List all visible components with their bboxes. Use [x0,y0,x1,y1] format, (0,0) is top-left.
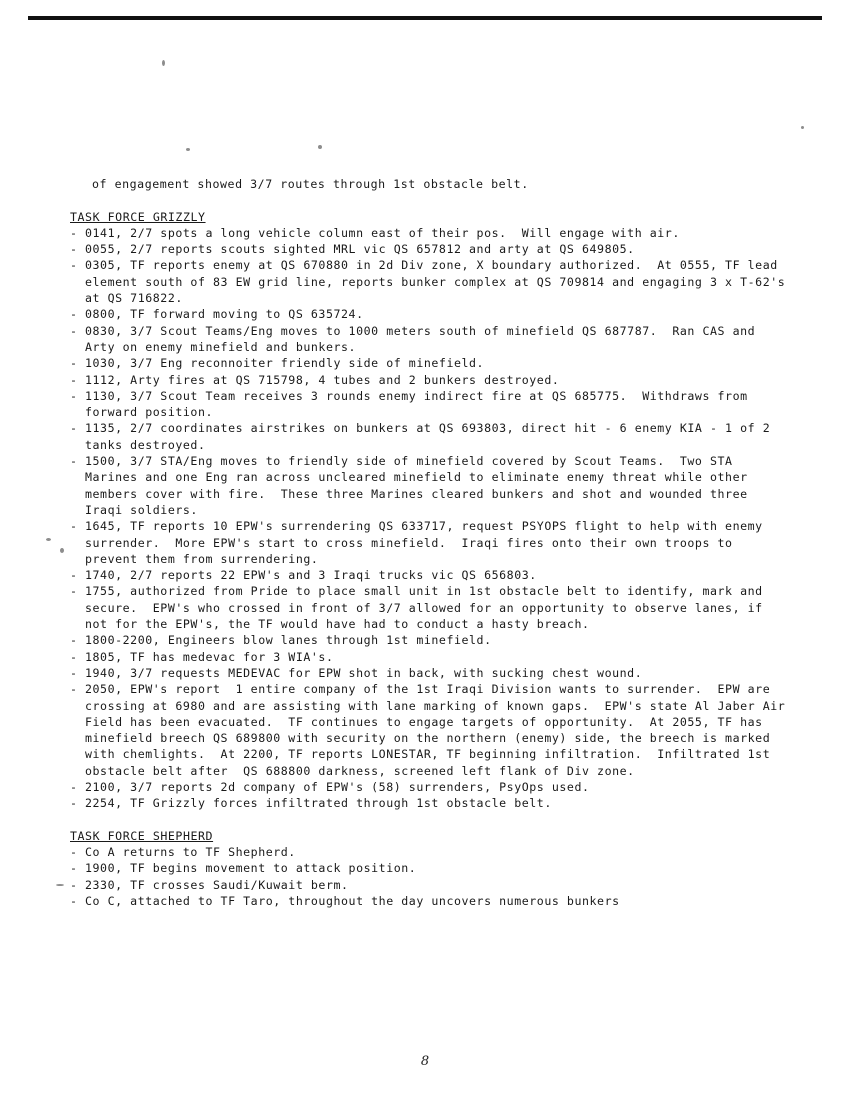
list-item [70,518,790,567]
page-top-rule [28,16,822,20]
list-item-text: 1740, 2/7 reports 22 EPW's and 3 Iraqi trucks vic QS 656803. [85,568,537,583]
section-heading: TASK FORCE SHEPHERD [70,828,214,843]
list-item [70,453,790,518]
list-item [70,306,790,322]
list-item [70,649,790,665]
list-item-text: 1900, TF begins movement to attack position. [85,861,417,876]
list-item [70,420,790,453]
list-item-text: 1755, authorized from Pride to place small unit in 1st obstacle belt to identify, mark and secure. EPW's who crossed in front of 3/7 allowed for an opportunity to observe lanes, if not for the EPW's, the TF would have had to conduct a hasty breach. [85,584,771,632]
list-item [70,567,790,583]
bullet-marker: - [70,225,78,240]
bullet-marker: - [70,323,78,338]
bullet-marker: - [70,861,78,876]
section-heading: TASK FORCE GRIZZLY [70,209,206,224]
bullet-marker: - [70,372,78,387]
bullet-marker: - [70,649,78,664]
bullet-marker: - [70,242,78,257]
scan-artifact-speck [46,538,51,541]
list-item-text: 1800-2200, Engineers blow lanes through 1st minefield. [85,633,492,648]
bullet-marker: - [70,633,78,648]
list-item-text: 0055, 2/7 reports scouts sighted MRL vic QS 657812 and arty at QS 649805. [85,242,635,257]
scan-artifact-speck [801,126,804,129]
list-item-text: 2330, TF crosses Saudi/Kuwait berm. [85,877,349,892]
list-item [70,323,790,356]
scan-artifact-speck [56,884,64,886]
bullet-marker: - [70,877,78,892]
list-item-text: 1130, 3/7 Scout Team receives 3 rounds enemy indirect fire at QS 685775. Withdraws from forward position. [85,388,756,420]
list-item [70,665,790,681]
list-item [70,257,793,306]
section-task-force-grizzly [70,209,793,812]
section-task-force-shepherd [70,828,790,909]
bullet-marker: - [70,568,78,583]
bullet-marker: - [70,779,78,794]
bullet-marker: - [70,519,78,534]
list-item-text: 1030, 3/7 Eng reconnoiter friendly side of minefield. [85,356,485,371]
list-item [70,632,790,648]
list-item-text: 2050, EPW's report 1 entire company of the 1st Iraqi Division wants to surrender. EPW are crossing at 6980 and are assisting with lane marking of known gaps. EPW's state Al Jaber Air Field has been evacuated. TF continues to engage targets of opportunity. At 2055, TF has minefield breech QS 689800 with security on the northern (enemy) side, the breech is marked with chemlights. At 2200, TF reports LONESTAR, TF beginning infiltration. Infiltrated 1st obstacle belt after QS 688800 darkness, screened left flank of Div zone. [85,682,793,778]
list-item-text: 1940, 3/7 requests MEDEVAC for EPW shot in back, with sucking chest wound. [85,665,643,680]
spacer [70,812,790,828]
list-item-text: 0305, TF reports enemy at QS 670880 in 2d Div zone, X boundary authorized. At 0555, TF lead element south of 83 EW grid line, reports bunker complex at QS 709814 and engaging 3 x T-62's at QS 716822. [85,258,793,306]
scan-artifact-speck [60,548,64,553]
list-item-text: Co C, attached to TF Taro, throughout the day uncovers numerous bunkers [85,894,620,909]
list-item-text: 1500, 3/7 STA/Eng moves to friendly side of minefield covered by Scout Teams. Two STA Marines and one Eng ran across uncleared minefield to eliminate enemy threat while other members cover with fire. These three Marines cleared bunkers and shot and wounded three Iraqi soldiers. [85,454,756,517]
scan-artifact-speck [318,145,322,149]
bullet-marker: - [70,388,78,403]
document-body [70,176,793,909]
list-item-text: 1645, TF reports 10 EPW's surrendering QS 633717, request PSYOPS flight to help with enemy surrender. More EPW's start to cross minefield. Iraqi fires onto their own troops to prevent them from surrendering. [85,519,771,566]
list-item-text: 0800, TF forward moving to QS 635724. [85,307,364,322]
scan-artifact-speck [162,60,165,66]
bullet-marker: - [70,682,78,697]
bullet-marker: - [70,845,78,860]
list-item-text: 1112, Arty fires at QS 715798, 4 tubes and 2 bunkers destroyed. [85,372,560,387]
list-item [70,877,790,893]
section-heading-wrapper [70,209,790,225]
list-item-text: 0141, 2/7 spots a long vehicle column east of their pos. Will engage with air. [85,225,680,240]
list-item [70,860,790,876]
page-number: 8 [420,1054,430,1069]
list-item [70,681,793,779]
bullet-marker: - [70,454,78,469]
bullet-marker: - [70,796,78,811]
bullet-marker: - [70,894,78,909]
list-item [70,225,790,241]
list-item-text: Co A returns to TF Shepherd. [85,845,296,860]
list-item-text: 0830, 3/7 Scout Teams/Eng moves to 1000 meters south of minefield QS 687787. Ran CAS and Arty on enemy minefield and bunkers. [85,323,763,354]
bullet-marker: - [70,258,78,273]
bullet-marker: - [70,421,78,436]
list-item [70,583,790,632]
list-item [70,844,790,860]
spacer [70,192,790,208]
list-item-text: 1135, 2/7 coordinates airstrikes on bunkers at QS 693803, direct hit - 6 enemy KIA - 1 of 2 tanks destroyed. [85,421,778,452]
bullet-marker: - [70,356,78,371]
list-item [70,372,790,388]
list-item-text: 2254, TF Grizzly forces infiltrated through 1st obstacle belt. [85,796,552,811]
list-item-text: 2100, 3/7 reports 2d company of EPW's (58) surrenders, PsyOps used. [85,779,590,794]
bullet-marker: - [70,584,78,599]
bullet-marker: - [70,307,78,322]
list-item [70,355,790,371]
scan-artifact-speck [186,148,190,151]
list-item [70,779,790,795]
list-item [70,893,790,909]
list-item-text: 1805, TF has medevac for 3 WIA's. [85,649,334,664]
section-heading-wrapper [70,828,790,844]
opening-paragraph: of engagement showed 3/7 routes through 1st obstacle belt. [92,177,529,191]
list-item [70,388,790,421]
bullet-marker: - [70,665,78,680]
list-item [70,795,790,811]
list-item [70,241,790,257]
